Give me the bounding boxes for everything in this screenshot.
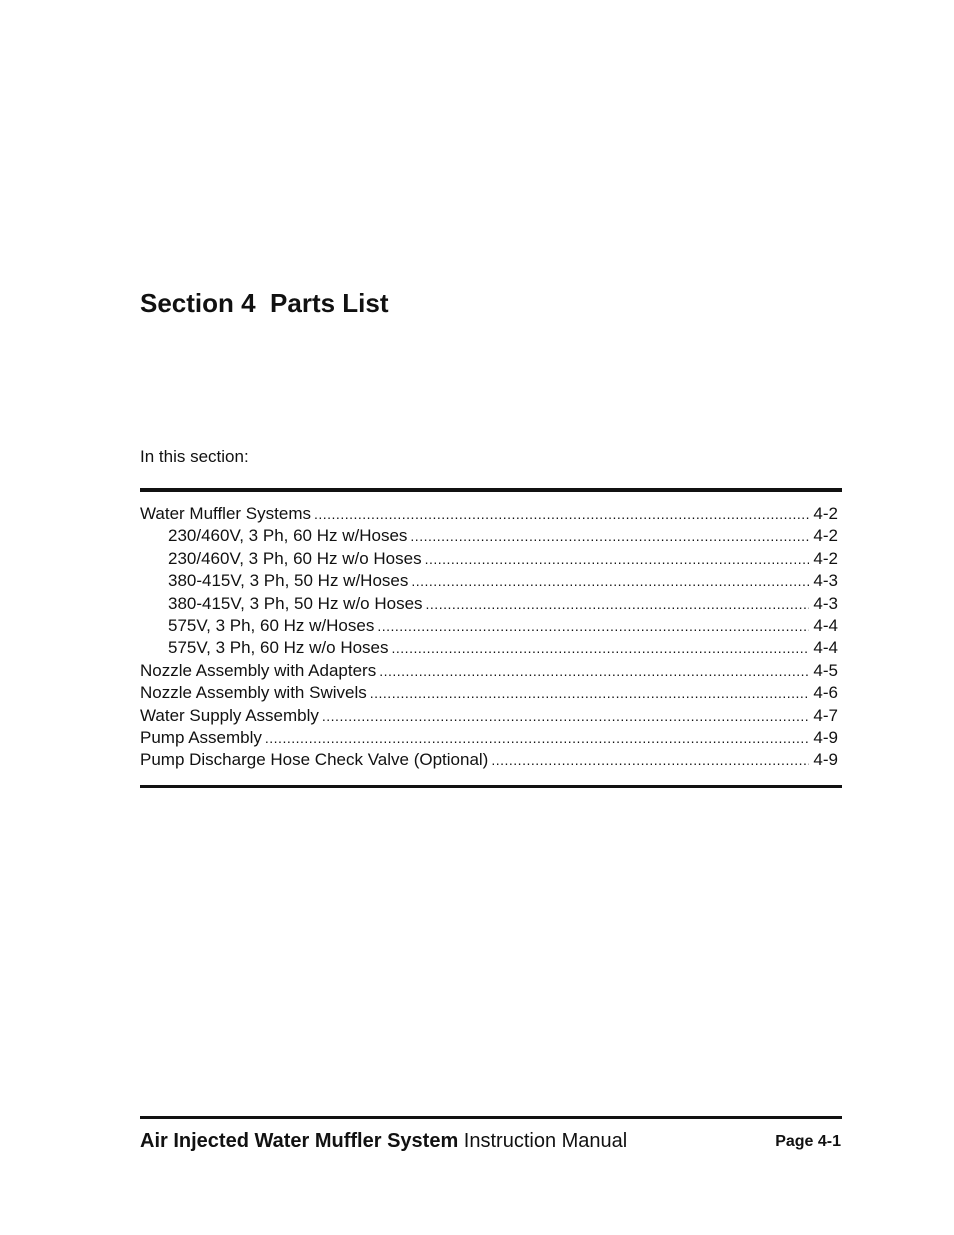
footer-title bbox=[140, 1130, 627, 1153]
toc-entry bbox=[140, 705, 838, 727]
toc-entry-page: 4-9 bbox=[813, 727, 838, 747]
footer-title-bold: Air Injected Water Muffler System bbox=[140, 1130, 459, 1152]
toc-entry bbox=[140, 637, 838, 659]
toc-entry bbox=[140, 727, 838, 749]
toc-entry-label: Nozzle Assembly with Adapters bbox=[140, 660, 377, 680]
toc-dot-leader bbox=[322, 705, 810, 727]
toc-entry-label: Pump Discharge Hose Check Valve (Optional) bbox=[140, 750, 489, 770]
toc-entry-page: 4-3 bbox=[813, 571, 838, 591]
toc-entry-label: Pump Assembly bbox=[140, 727, 262, 747]
toc-entry bbox=[140, 503, 838, 525]
toc-dot-leader bbox=[491, 749, 809, 771]
toc-entry-page: 4-9 bbox=[813, 750, 838, 770]
toc-dot-leader bbox=[265, 727, 810, 749]
toc-dot-leader bbox=[377, 615, 809, 637]
section-title: Section 4 Parts List bbox=[140, 288, 389, 318]
toc-entry-label: Water Supply Assembly bbox=[140, 705, 319, 725]
toc-dot-leader bbox=[410, 525, 809, 547]
toc-entry-page: 4-6 bbox=[813, 683, 838, 703]
toc-entry bbox=[140, 615, 838, 637]
toc-dot-leader bbox=[392, 637, 810, 659]
toc-entry-page: 4-5 bbox=[813, 660, 838, 680]
toc-entry-label: Water Muffler Systems bbox=[140, 504, 311, 523]
toc-dot-leader bbox=[379, 660, 809, 682]
toc-entry bbox=[140, 525, 838, 547]
toc-entry-page: 4-4 bbox=[813, 615, 838, 635]
toc-entry-label: 230/460V, 3 Ph, 60 Hz w/Hoses bbox=[168, 526, 408, 546]
toc-entry bbox=[140, 749, 838, 771]
footer-title-regular: Instruction Manual bbox=[463, 1130, 628, 1152]
intro-text: In this section: bbox=[140, 447, 249, 466]
toc-entry-label: 230/460V, 3 Ph, 60 Hz w/o Hoses bbox=[168, 548, 422, 568]
toc-entry-page: 4-2 bbox=[813, 526, 838, 546]
toc-dot-leader bbox=[411, 570, 809, 592]
toc-dot-leader bbox=[370, 682, 810, 704]
toc-entry bbox=[140, 682, 838, 704]
toc-entry-page: 4-2 bbox=[813, 548, 838, 568]
toc-entry-page: 4-4 bbox=[813, 638, 838, 658]
toc-entry-page: 4-2 bbox=[813, 504, 838, 523]
toc-entry-label: 380-415V, 3 Ph, 50 Hz w/Hoses bbox=[168, 571, 409, 591]
toc-dot-leader bbox=[425, 548, 810, 570]
toc-entry bbox=[140, 570, 838, 592]
toc-dot-leader bbox=[314, 503, 809, 525]
footer-rule bbox=[140, 1116, 842, 1119]
toc-entry-page: 4-7 bbox=[813, 705, 838, 725]
toc-entry-label: 575V, 3 Ph, 60 Hz w/o Hoses bbox=[168, 638, 389, 658]
toc-entry-label: 575V, 3 Ph, 60 Hz w/Hoses bbox=[168, 615, 375, 635]
toc-entry bbox=[140, 593, 838, 615]
table-of-contents bbox=[140, 503, 838, 772]
toc-entry-label: 380-415V, 3 Ph, 50 Hz w/o Hoses bbox=[168, 593, 423, 613]
toc-entry bbox=[140, 660, 838, 682]
page-number: Page 4-1 bbox=[775, 1133, 841, 1150]
toc-dot-leader bbox=[426, 593, 810, 615]
toc-entry-page: 4-3 bbox=[813, 593, 838, 613]
toc-bottom-rule bbox=[140, 785, 842, 788]
toc-entry bbox=[140, 548, 838, 570]
toc-top-rule bbox=[140, 488, 842, 492]
toc-entry-label: Nozzle Assembly with Swivels bbox=[140, 683, 367, 703]
